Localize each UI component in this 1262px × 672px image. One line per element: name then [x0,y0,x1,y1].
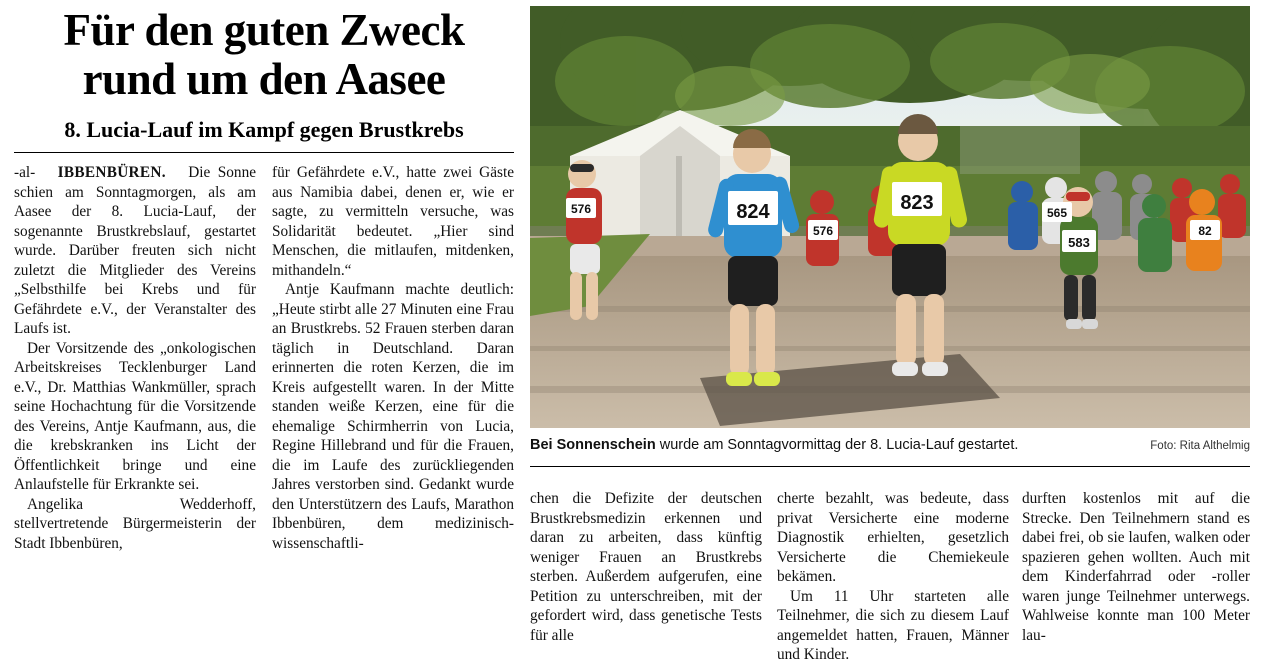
headline-divider [14,152,514,153]
svg-text:576: 576 [570,202,592,216]
photo-credit: Foto: Rita Althelmig [1150,440,1250,452]
paragraph: durften kostenlos mit auf die Strecke. Den Teilnehmern stand es dabei frei, ob sie laufen, walken oder spazieren gehen wollten. Auch mit dem Kinderfahrrad oder -roller waren junge Teilnehmer unterwegs. Wahlweise konnte man 100 Meter lau- [1022,490,1250,644]
photo-caption [530,437,1250,453]
subheadline: 8. Lucia-Lauf im Kampf gegen Brustkrebs [64,117,464,143]
svg-text:823: 823 [900,192,934,214]
paragraph: für Gefährdete e.V., hatte zwei Gäste aus Namibia dabei, denen er, wie er sagte, zu vermitteln versuche, was Solidarität bedeutet. „Hier sind Menschen, die mitlaufen, mitdenken, mithandeln.“ [272,164,514,279]
paragraph: Um 11 Uhr starteten alle Teilnehmer, die sich zu diesem Lauf angemeldet hatten, Frauen, Männer und Kinder. [777,587,1009,663]
dateline: IBBENBÜREN. [57,164,166,181]
article-column-4 [777,489,1009,665]
headline-line-1: Für den guten Zweck [63,5,465,55]
page-title [14,6,514,103]
article-column-1 [14,163,256,553]
paragraph: Antje Kaufmann machte deutlich: „Heute stirbt alle 27 Minuten eine Frau an Brustkrebs. 52 Frauen sterben daran täglich in Deutschland. Daran erinnerten die roten Kerzen, die im Kreis aufgestellt waren. In der Mitte standen weiße Kerzen, eine für die ehemalige Schirmherrin von Lucia, Regine Hillebrand und für die Frauen, die im Laufe des zurückliegenden Jahres verstorben sind. Gedankt wurde den Unterstützern des Laufs, Marathon Ibbenbüren, dem medizinisch-wissenschaftli- [272,281,514,552]
caption-lead: Bei Sonnenschein [530,437,656,453]
headline-line-2: rund um den Aasee [82,53,446,104]
article-photo [530,6,1250,428]
caption-rest: wurde am Sonntagvormittag der 8. Lucia-Lauf gestartet. [655,437,1019,453]
paragraph-text: Die Sonne schien am Sonntagmorgen, als am Aasee der 8. Lucia-Lauf, der sogenannte Brustkrebslauf, gestartet wurde. Darüber freuten sich nicht zuletzt die Mitglieder des Vereins „Selbsthilfe bei Krebs und für Gefährdete e.V., der Veranstalter des Laufs ist. [14,164,257,337]
headline-block [14,6,514,142]
paragraph: Der Vorsitzende des „onkologischen Arbeitskreises Tecklenburger Land e.V., Dr. Matthias Wankmüller, sprach seine Hochachtung für die Vorsitzende des Vereins, Antje Kaufmann, aus, die die krebskranken ins Licht der Öffentlichkeit bringe und eine Anlaufstelle für Erkrankte sei. [14,339,256,493]
article-column-2 [272,163,514,553]
article-column-3 [530,489,762,645]
caption-divider [530,466,1250,467]
svg-text:565: 565 [1046,206,1068,220]
paragraph [14,163,256,339]
svg-text:82: 82 [1198,224,1212,238]
paragraph: Angelika Wedderhoff, stellvertretende Bürgermeisterin der Stadt Ibbenbüren, [14,495,256,552]
photo-illustration [530,6,1250,428]
byline: -al- [14,164,36,181]
svg-text:576: 576 [812,224,834,238]
svg-text:583: 583 [1068,235,1090,250]
paragraph: chen die Defizite der deutschen Brustkrebsmedizin erkennen und daran zu arbeiten, dass künftig weniger Frauen an Brustkrebs sterben. Außerdem aufgerufen, eine Petition zu unterschreiben, mit der gefordert wird, dass genetische Tests für alle [530,490,762,644]
article-column-5 [1022,489,1250,645]
svg-text:824: 824 [736,201,770,223]
paragraph: cherte bezahlt, was bedeute, dass privat Versicherte eine moderne Diagnostik erhielten, gesetzlich Versicherte die Chemiekeule bekämen. [777,490,1009,585]
